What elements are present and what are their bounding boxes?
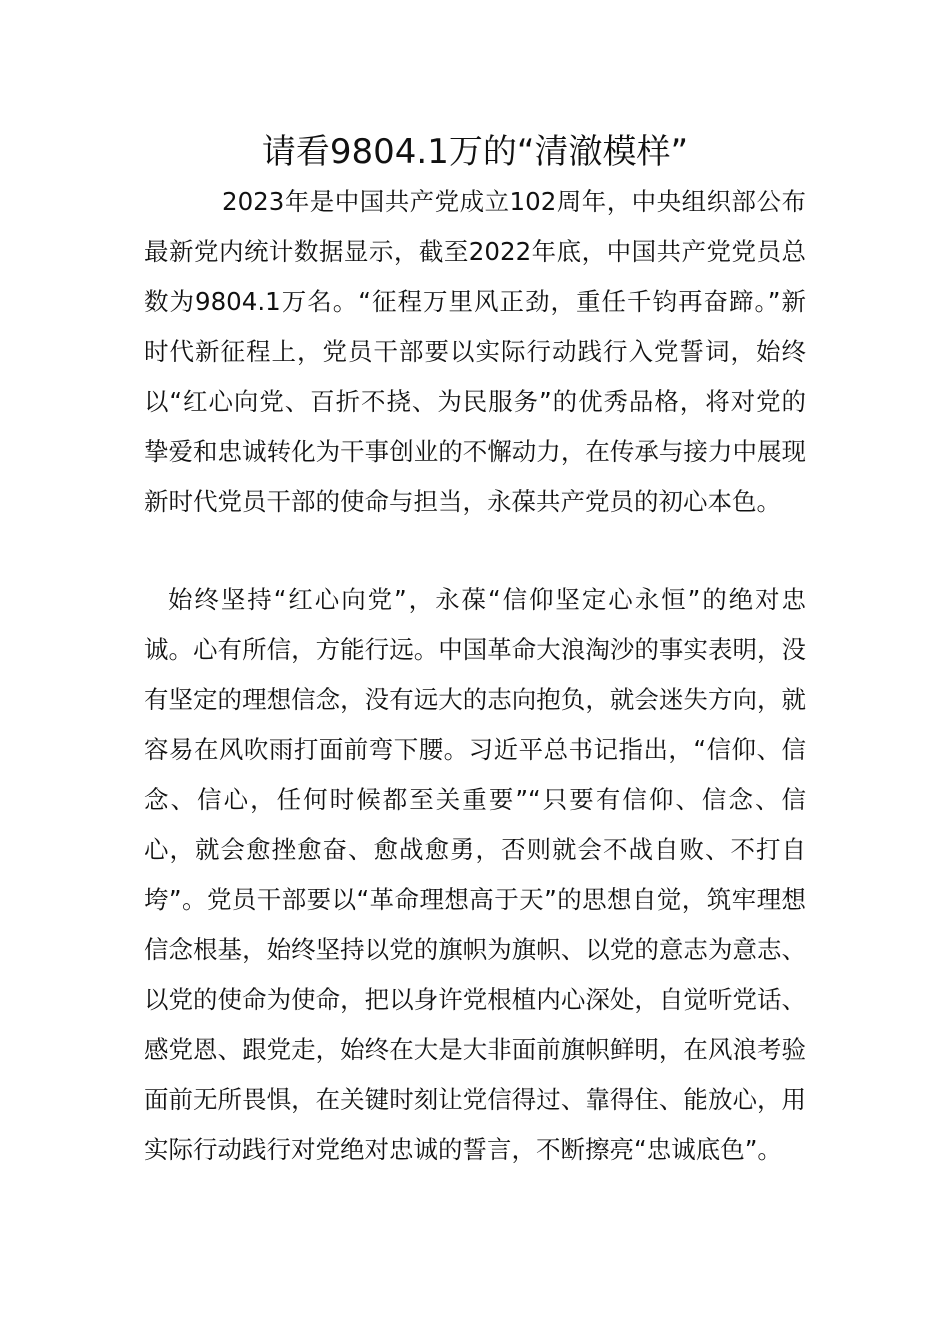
document-title: 请看9804.1万的“清澈模样” [261, 132, 689, 172]
paragraph-2: 始终坚持“红心向党”，永葆“信仰坚定心永恒”的绝对忠诚。心有所信，方能行远。中国革命大浪淘沙的事实表明，没有坚定的理想信念，没有远大的志向抱负，就会迷失方向，就容易在风吹雨打面前弯下腰。习近平总书记指出，“信仰、信念、信心，任何时候都至关重要”“只要有信仰、信念、信心，就会愈挫愈奋、愈战愈勇，否则就会不战自败、不打自垮”。党员干部要以“革命理想高于天”的思想自觉，筑牢理想信念根基，始终坚持以党的旗帜为旗帜、以党的意志为意志、以党的使命为使命，把以身许党根植内心深处，自觉听党话、感党恩、跟党走，始终在大是大非面前旗帜鲜明，在风浪考验面前无所畏惧，在关键时刻让党信得过、靠得住、能放心，用实际行动践行对党绝对忠诚的誓言，不断擦亮“忠诚底色”。 [144, 585, 806, 1164]
paragraph-1: 2023年是中国共产党成立102周年，中央组织部公布最新党内统计数据显示，截至2022年底，中国共产党党员总数为9804.1万名。“征程万里风正劲，重任千钧再奋蹄。”新时代新征程上，党员干部要以实际行动践行入党誓词，始终以“红心向党、百折不挠、为民服务”的优秀品格，将对党的挚爱和忠诚转化为干事创业的不懈动力，在传承与接力中展现新时代党员干部的使命与担当，永葆共产党员的初心本色。 [144, 187, 806, 516]
